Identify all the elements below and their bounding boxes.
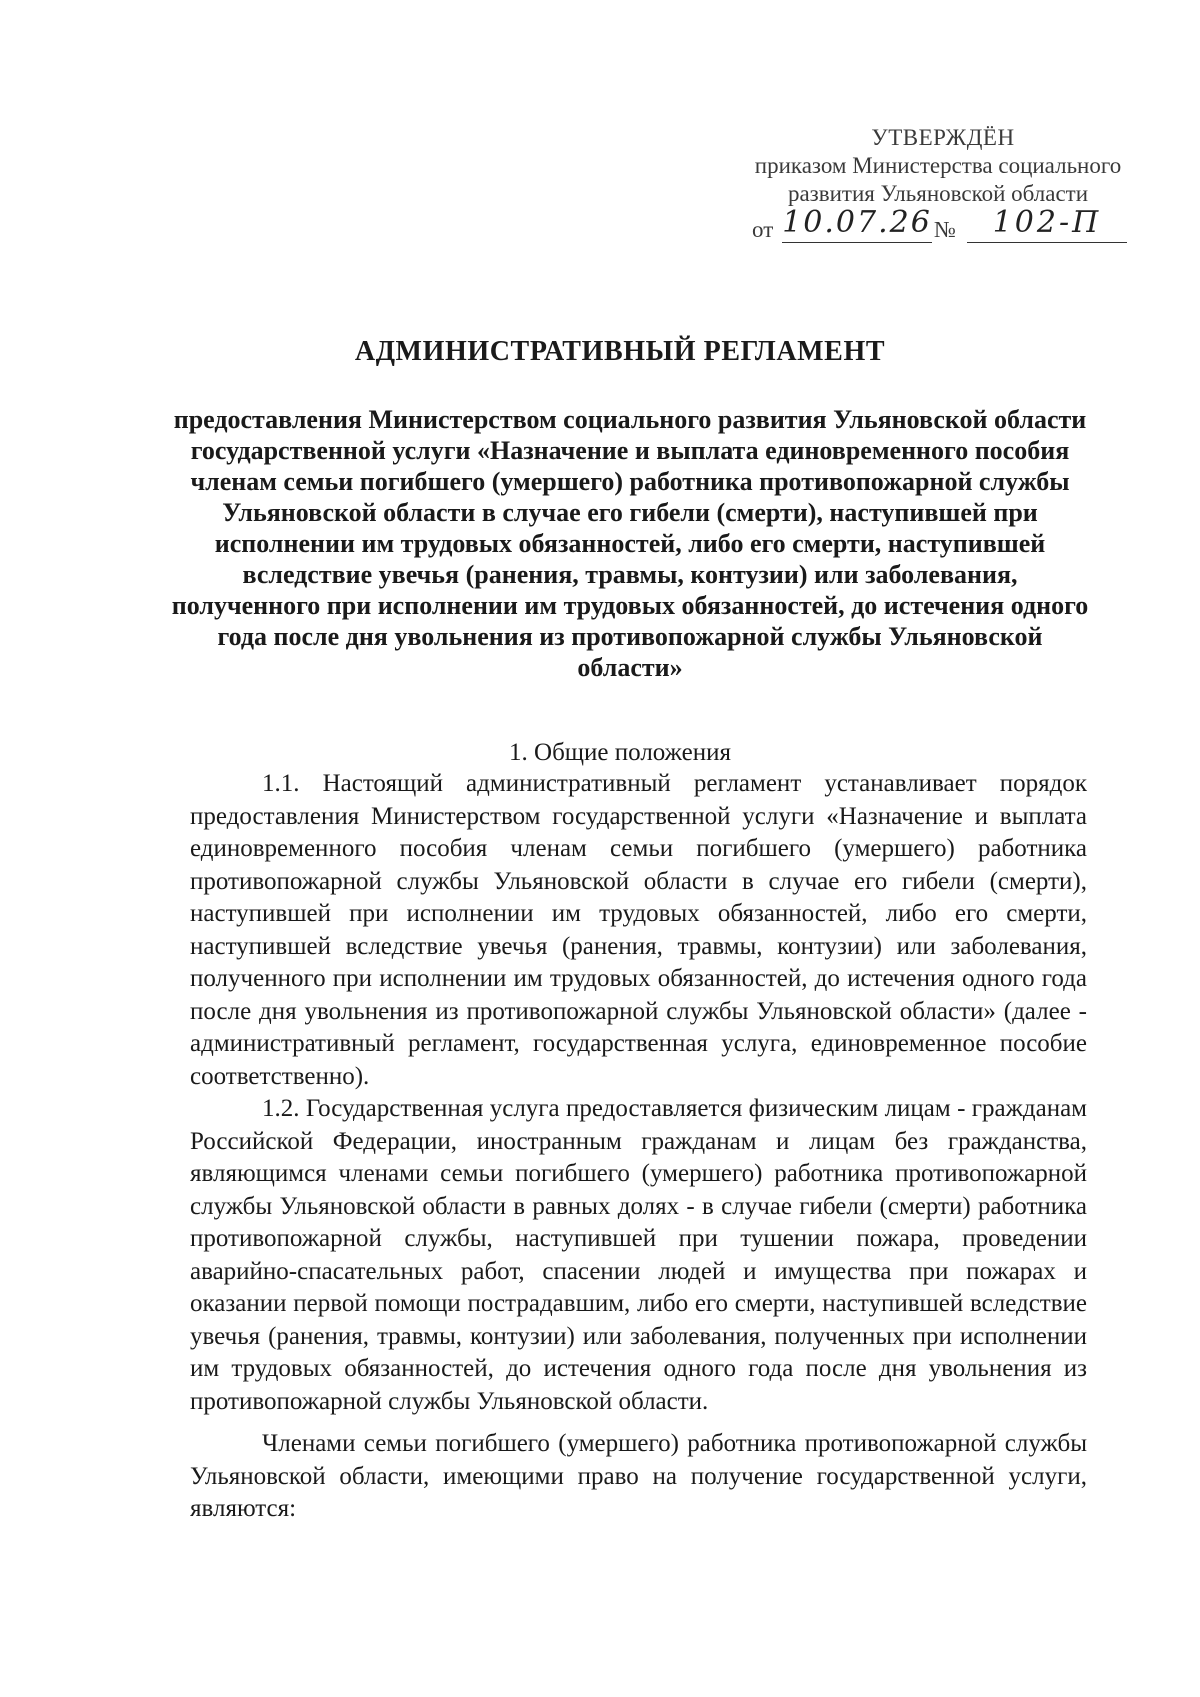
document-subtitle: предоставления Министерством социального развития Ульяновской области государственной услуги «Назначение и выплата единовременного пособия членам семьи погибшего (умершего) работника противопожарной службы Ульяновской области в случае его гибели (смерти), наступившей при исполнении им трудовых обязанностей, либо его смерти, наступившей вследствие увечья (ранения, травмы, контузии) или заболевания, полученного при исполнении им трудовых обязанностей, до истечения одного года после дня увольнения из противопожарной службы Ульяновской области» [171,405,1089,682]
number-label: № [934,217,956,242]
body-text [190,768,1087,1526]
handwritten-date: 10.07.26 [782,204,932,243]
approval-date-line [752,205,1148,244]
document-title: АДМИНИСТРАТИВНЫЙ РЕГЛАМЕНТ [354,336,886,367]
date-prefix: от [752,217,774,242]
paragraph-family-members: Членами семьи погибшего (умершего) работника противопожарной службы Ульяновской области, имеющими право на получение государственной услуги, являются: [190,1430,1087,1522]
approval-title: УТВЕРЖДЁН [871,125,1015,150]
approval-stamp [728,124,1148,244]
approval-line-2: развития Ульяновской области [787,181,1089,206]
approval-line-1: приказом Министерства социального [754,153,1122,178]
paragraph-1-1: 1.1. Настоящий административный регламент устанавливает порядок предоставления Министерством государственной услуги «Назначение и выплата единовременного пособия членам семьи погибшего (умершего) работника противопожарной службы Ульяновской области в случае его гибели (смерти), наступившей при исполнении им трудовых обязанностей, либо его смерти, наступившей вследствие увечья (ранения, травмы, контузии) или заболевания, полученного при исполнении им трудовых обязанностей, до истечения одного года после дня увольнения из противопожарной службы Ульяновской области» (далее - административный регламент, государственная услуга, единовременное пособие соответственно). [190,770,1087,1090]
handwritten-number: 102-П [967,204,1127,243]
paragraph-1-2: 1.2. Государственная услуга предоставляется физическим лицам - гражданам Российской Федерации, иностранным гражданам и лицам без гражданства, являющимся членами семьи погибшего (умершего) работника противопожарной службы Ульяновской области в равных долях - в случае гибели (смерти) работника противопожарной службы, наступившей при тушении пожара, проведении аварийно-спасательных работ, спасении людей и имущества при пожарах и оказании первой помощи пострадавшим, либо его смерти, наступившей вследствие увечья (ранения, травмы, контузии) или заболевания, полученных при исполнении им трудовых обязанностей, до истечения одного года после дня увольнения из противопожарной службы Ульяновской области. [190,1095,1087,1415]
section-heading: 1. Общие положения [509,739,731,766]
